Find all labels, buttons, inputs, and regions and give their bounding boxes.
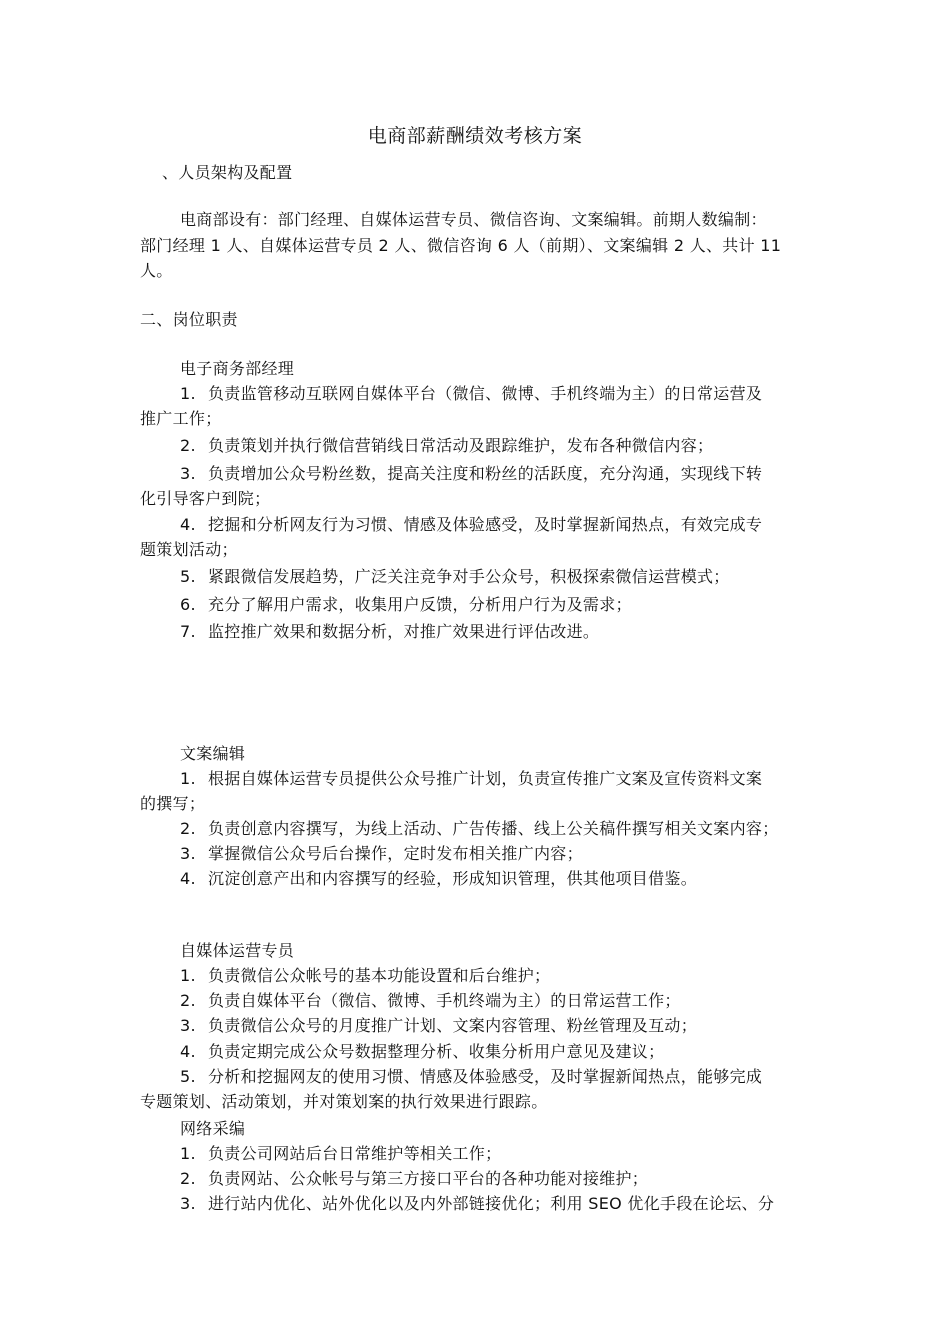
item-text: 紧跟微信发展趋势，广泛关注竞争对手公众号，积极探索微信运营模式；	[208, 567, 730, 586]
copywriter-item-2	[180, 817, 779, 841]
item-text: 充分了解用户需求，收集用户反馈，分析用户行为及需求；	[208, 595, 632, 614]
item-text: 负责策划并执行微信营销线日常活动及跟踪维护，发布各种微信内容；	[208, 436, 714, 455]
item-text: 负责微信公众帐号的基本功能设置和后台维护；	[208, 966, 551, 985]
web-editor-item-2	[180, 1167, 648, 1191]
media-item-1	[180, 964, 550, 988]
copywriter-item-3	[180, 842, 583, 866]
section1-para-line-3: 人。	[140, 261, 173, 280]
item-text: 沉淀创意产出和内容撰写的经验，形成知识管理，供其他项目借鉴。	[208, 869, 698, 888]
item-text: 挖掘和分析网友行为习惯、情感及体验感受，及时掌握新闻热点，有效完成专	[208, 515, 763, 534]
manager-item-6	[180, 593, 632, 617]
item-number: 2.	[180, 436, 196, 455]
web-editor-title: 网络采编	[180, 1119, 246, 1138]
section1-para-line-1: 电商部设有：部门经理、自媒体运营专员、微信咨询、文案编辑。前期人数编制：	[180, 210, 767, 229]
item-number: 1.	[180, 966, 196, 985]
item-text: 负责创意内容撰写，为线上活动、广告传播、线上公关稿件撰写相关文案内容；	[208, 819, 779, 838]
item-number: 5.	[180, 567, 196, 586]
item-text: 进行站内优化、站外优化以及内外部链接优化；利用 SEO 优化手段在论坛、分	[208, 1194, 775, 1213]
copywriter-item-4	[180, 867, 697, 891]
item-text: 负责自媒体平台（微信、微博、手机终端为主）的日常运营工作；	[208, 991, 681, 1010]
item-number: 1.	[180, 1144, 196, 1163]
item-text: 根据自媒体运营专员提供公众号推广计划，负责宣传推广文案及宣传资料文案	[208, 769, 763, 788]
media-item-5	[180, 1065, 762, 1089]
item-text: 负责网站、公众帐号与第三方接口平台的各种功能对接维护；	[208, 1169, 649, 1188]
item-text: 分析和挖掘网友的使用习惯、情感及体验感受，及时掌握新闻热点，能够完成	[208, 1067, 763, 1086]
item-number: 4.	[180, 869, 196, 888]
media-item-3	[180, 1014, 697, 1038]
manager-item-1	[180, 382, 762, 406]
section2-heading: 二、岗位职责	[140, 310, 238, 329]
item-number: 4.	[180, 1042, 196, 1061]
copywriter-title: 文案编辑	[180, 744, 246, 763]
media-specialist-title: 自媒体运营专员	[180, 941, 295, 960]
media-item-5-cont: 专题策划、活动策划，并对策划案的执行效果进行跟踪。	[140, 1092, 548, 1111]
copywriter-item-1	[180, 767, 762, 791]
item-number: 1.	[180, 384, 196, 403]
manager-item-1-cont: 推广工作；	[140, 409, 222, 428]
document-title: 电商部薪酬绩效考核方案	[367, 125, 583, 147]
item-number: 2.	[180, 819, 196, 838]
manager-item-2	[180, 434, 713, 458]
manager-item-3-cont: 化引导客户到院；	[140, 489, 271, 508]
item-number: 3.	[180, 464, 196, 483]
web-editor-item-3	[180, 1192, 774, 1216]
manager-title: 电子商务部经理	[180, 359, 295, 378]
manager-item-7	[180, 620, 599, 644]
item-number: 3.	[180, 844, 196, 863]
section1-para-line-2: 部门经理 1 人、自媒体运营专员 2 人、微信咨询 6 人（前期）、文案编辑 2 人、共计 11	[140, 236, 782, 255]
item-text: 负责定期完成公众号数据整理分析、收集分析用户意见及建议；	[208, 1042, 665, 1061]
item-number: 2.	[180, 1169, 196, 1188]
item-number: 3.	[180, 1016, 196, 1035]
item-number: 2.	[180, 991, 196, 1010]
section1-heading: 、人员架构及配置	[162, 163, 293, 182]
item-number: 1.	[180, 769, 196, 788]
item-number: 6.	[180, 595, 196, 614]
item-text: 负责监管移动互联网自媒体平台（微信、微博、手机终端为主）的日常运营及	[208, 384, 763, 403]
item-number: 5.	[180, 1067, 196, 1086]
manager-item-4-cont: 题策划活动；	[140, 540, 238, 559]
item-text: 负责增加公众号粉丝数，提高关注度和粉丝的活跃度，充分沟通，实现线下转	[208, 464, 763, 483]
item-number: 4.	[180, 515, 196, 534]
media-item-2	[180, 989, 681, 1013]
item-text: 负责微信公众号的月度推广计划、文案内容管理、粉丝管理及互动；	[208, 1016, 698, 1035]
manager-item-3	[180, 462, 762, 486]
manager-item-5	[180, 565, 730, 589]
item-number: 7.	[180, 622, 196, 641]
copywriter-item-1-cont: 的撰写；	[140, 794, 206, 813]
item-number: 3.	[180, 1194, 196, 1213]
web-editor-item-1	[180, 1142, 501, 1166]
media-item-4	[180, 1040, 664, 1064]
item-text: 掌握微信公众号后台操作，定时发布相关推广内容；	[208, 844, 583, 863]
item-text: 监控推广效果和数据分析，对推广效果进行评估改进。	[208, 622, 600, 641]
item-text: 负责公司网站后台日常维护等相关工作；	[208, 1144, 502, 1163]
manager-item-4	[180, 513, 762, 537]
